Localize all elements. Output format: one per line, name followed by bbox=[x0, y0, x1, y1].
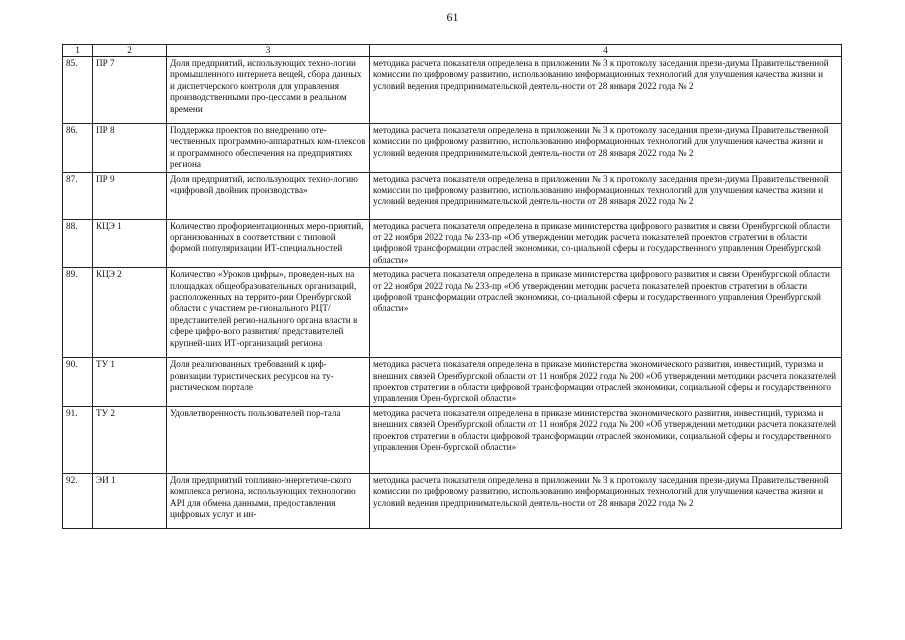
indicator-code: ПР 8 bbox=[93, 124, 167, 173]
row-number: 85. bbox=[63, 57, 93, 124]
calculation-method: методика расчета показателя определена в приложении № 3 к протоколу заседания прези-диума Правительственной комиссии по цифровому развитию, использованию информационных технологий для улучшения качества жизни и условий ведения предпринимательской деятель-ности от 28 января 2022 года № 2 bbox=[370, 473, 842, 528]
indicator-code: ЭИ 1 bbox=[93, 473, 167, 528]
table-row bbox=[63, 268, 842, 358]
row-number: 90. bbox=[63, 358, 93, 407]
indicator-name: Доля предприятий топливно-энергетиче-ского комплекса региона, использующих технологию API для обмена данными, предоставления цифровых услуг и ин- bbox=[167, 473, 370, 528]
calculation-method: методика расчета показателя определена в приказе министерства цифрового развития и связи Оренбургской области от 22 ноября 2022 года № 233-пр «Об утверждении методик расчета показателей проектов стратегии в области цифровой трансформации отраслей экономики, со-циальной сферы и государственного управления Оренбургской области» bbox=[370, 219, 842, 268]
table-row bbox=[63, 473, 842, 528]
row-number: 88. bbox=[63, 219, 93, 268]
indicator-name: Поддержка проектов по внедрению оте-чественных программно-аппаратных ком-плексов и программного обеспечения на предприятиях региона bbox=[167, 124, 370, 173]
calculation-method: методика расчета показателя определена в приказе министерства экономического развития, инвестиций, туризма и внешних связей Оренбургской области от 11 ноября 2022 года № 200 «Об утверждении методики расчета показателей проектов стратегии в области цифровой трансформации отраслей экономики, социальной сферы и государственного управления Орен-бургской области» bbox=[370, 358, 842, 407]
indicator-name: Доля предприятий, использующих техно-логии промышленного интернета вещей, сбора данных и диспетчерского контроля для управления производственными про-цессами в реальном времени bbox=[167, 57, 370, 124]
indicator-name: Количество «Уроков цифры», проведен-ных на площадках общеобразовательных организаций, расположенных на террито-рии Оренбургской области с участием ре-гионального РЦТ/ представителей регио-нального органа власти в сфере цифро-вого развития/ представителей крупней-ших ИТ-организаций региона bbox=[167, 268, 370, 358]
calculation-method: методика расчета показателя определена в приложении № 3 к протоколу заседания прези-диума Правительственной комиссии по цифровому развитию, использованию информационных технологий для улучшения качества жизни и условий ведения предпринимательской деятель-ности от 28 января 2022 года № 2 bbox=[370, 172, 842, 219]
indicator-code: ТУ 1 bbox=[93, 358, 167, 407]
calculation-method: методика расчета показателя определена в приложении № 3 к протоколу заседания прези-диума Правительственной комиссии по цифровому развитию, использованию информационных технологий для улучшения качества жизни и условий ведения предпринимательской деятель-ности от 28 января 2022 года № 2 bbox=[370, 57, 842, 124]
calculation-method: методика расчета показателя определена в приложении № 3 к протоколу заседания прези-диума Правительственной комиссии по цифровому развитию, использованию информационных технологий для улучшения качества жизни и условий ведения предпринимательской деятель-ности от 28 января 2022 года № 2 bbox=[370, 124, 842, 173]
header-col-4: 4 bbox=[370, 45, 842, 57]
row-number: 91. bbox=[63, 406, 93, 473]
row-number: 87. bbox=[63, 172, 93, 219]
header-col-2: 2 bbox=[93, 45, 167, 57]
indicator-code: ТУ 2 bbox=[93, 406, 167, 473]
indicators-table bbox=[62, 44, 842, 529]
table-row bbox=[63, 172, 842, 219]
table-row bbox=[63, 406, 842, 473]
indicator-name: Удовлетворенность пользователей пор-тала bbox=[167, 406, 370, 473]
header-col-1: 1 bbox=[63, 45, 93, 57]
header-col-3: 3 bbox=[167, 45, 370, 57]
indicator-code: КЦЭ 1 bbox=[93, 219, 167, 268]
table-row bbox=[63, 57, 842, 124]
table-row bbox=[63, 358, 842, 407]
row-number: 89. bbox=[63, 268, 93, 358]
row-number: 86. bbox=[63, 124, 93, 173]
table-row bbox=[63, 124, 842, 173]
page-number: 61 bbox=[446, 10, 459, 24]
indicator-name: Количество профориентационных меро-приятий, организованных в соответствии с типовой формой популяризации ИТ-специальностей bbox=[167, 219, 370, 268]
calculation-method: методика расчета показателя определена в приказе министерства цифрового развития и связи Оренбургской области от 22 ноября 2022 года № 233-пр «Об утверждении методик расчета показателей проектов стратегии в области цифровой трансформации отраслей экономики, со-циальной сферы и государственного управления Оренбургской области» bbox=[370, 268, 842, 358]
table-header-row bbox=[63, 45, 842, 57]
indicator-code: ПР 9 bbox=[93, 172, 167, 219]
table-row bbox=[63, 219, 842, 268]
indicator-name: Доля реализованных требований к циф-ровизации туристических ресурсов на ту-ристическом портале bbox=[167, 358, 370, 407]
row-number: 92. bbox=[63, 473, 93, 528]
calculation-method: методика расчета показателя определена в приказе министерства экономического развития, инвестиций, туризма и внешних связей Оренбургской области от 11 ноября 2022 года № 200 «Об утверждении методики расчета показателей проектов стратегии в области цифровой трансформации отраслей экономики, социальной сферы и государственного управления Орен-бургской области» bbox=[370, 406, 842, 473]
indicator-name: Доля предприятий, использующих техно-логию «цифровой двойник производства» bbox=[167, 172, 370, 219]
indicator-code: ПР 7 bbox=[93, 57, 167, 124]
indicator-code: КЦЭ 2 bbox=[93, 268, 167, 358]
